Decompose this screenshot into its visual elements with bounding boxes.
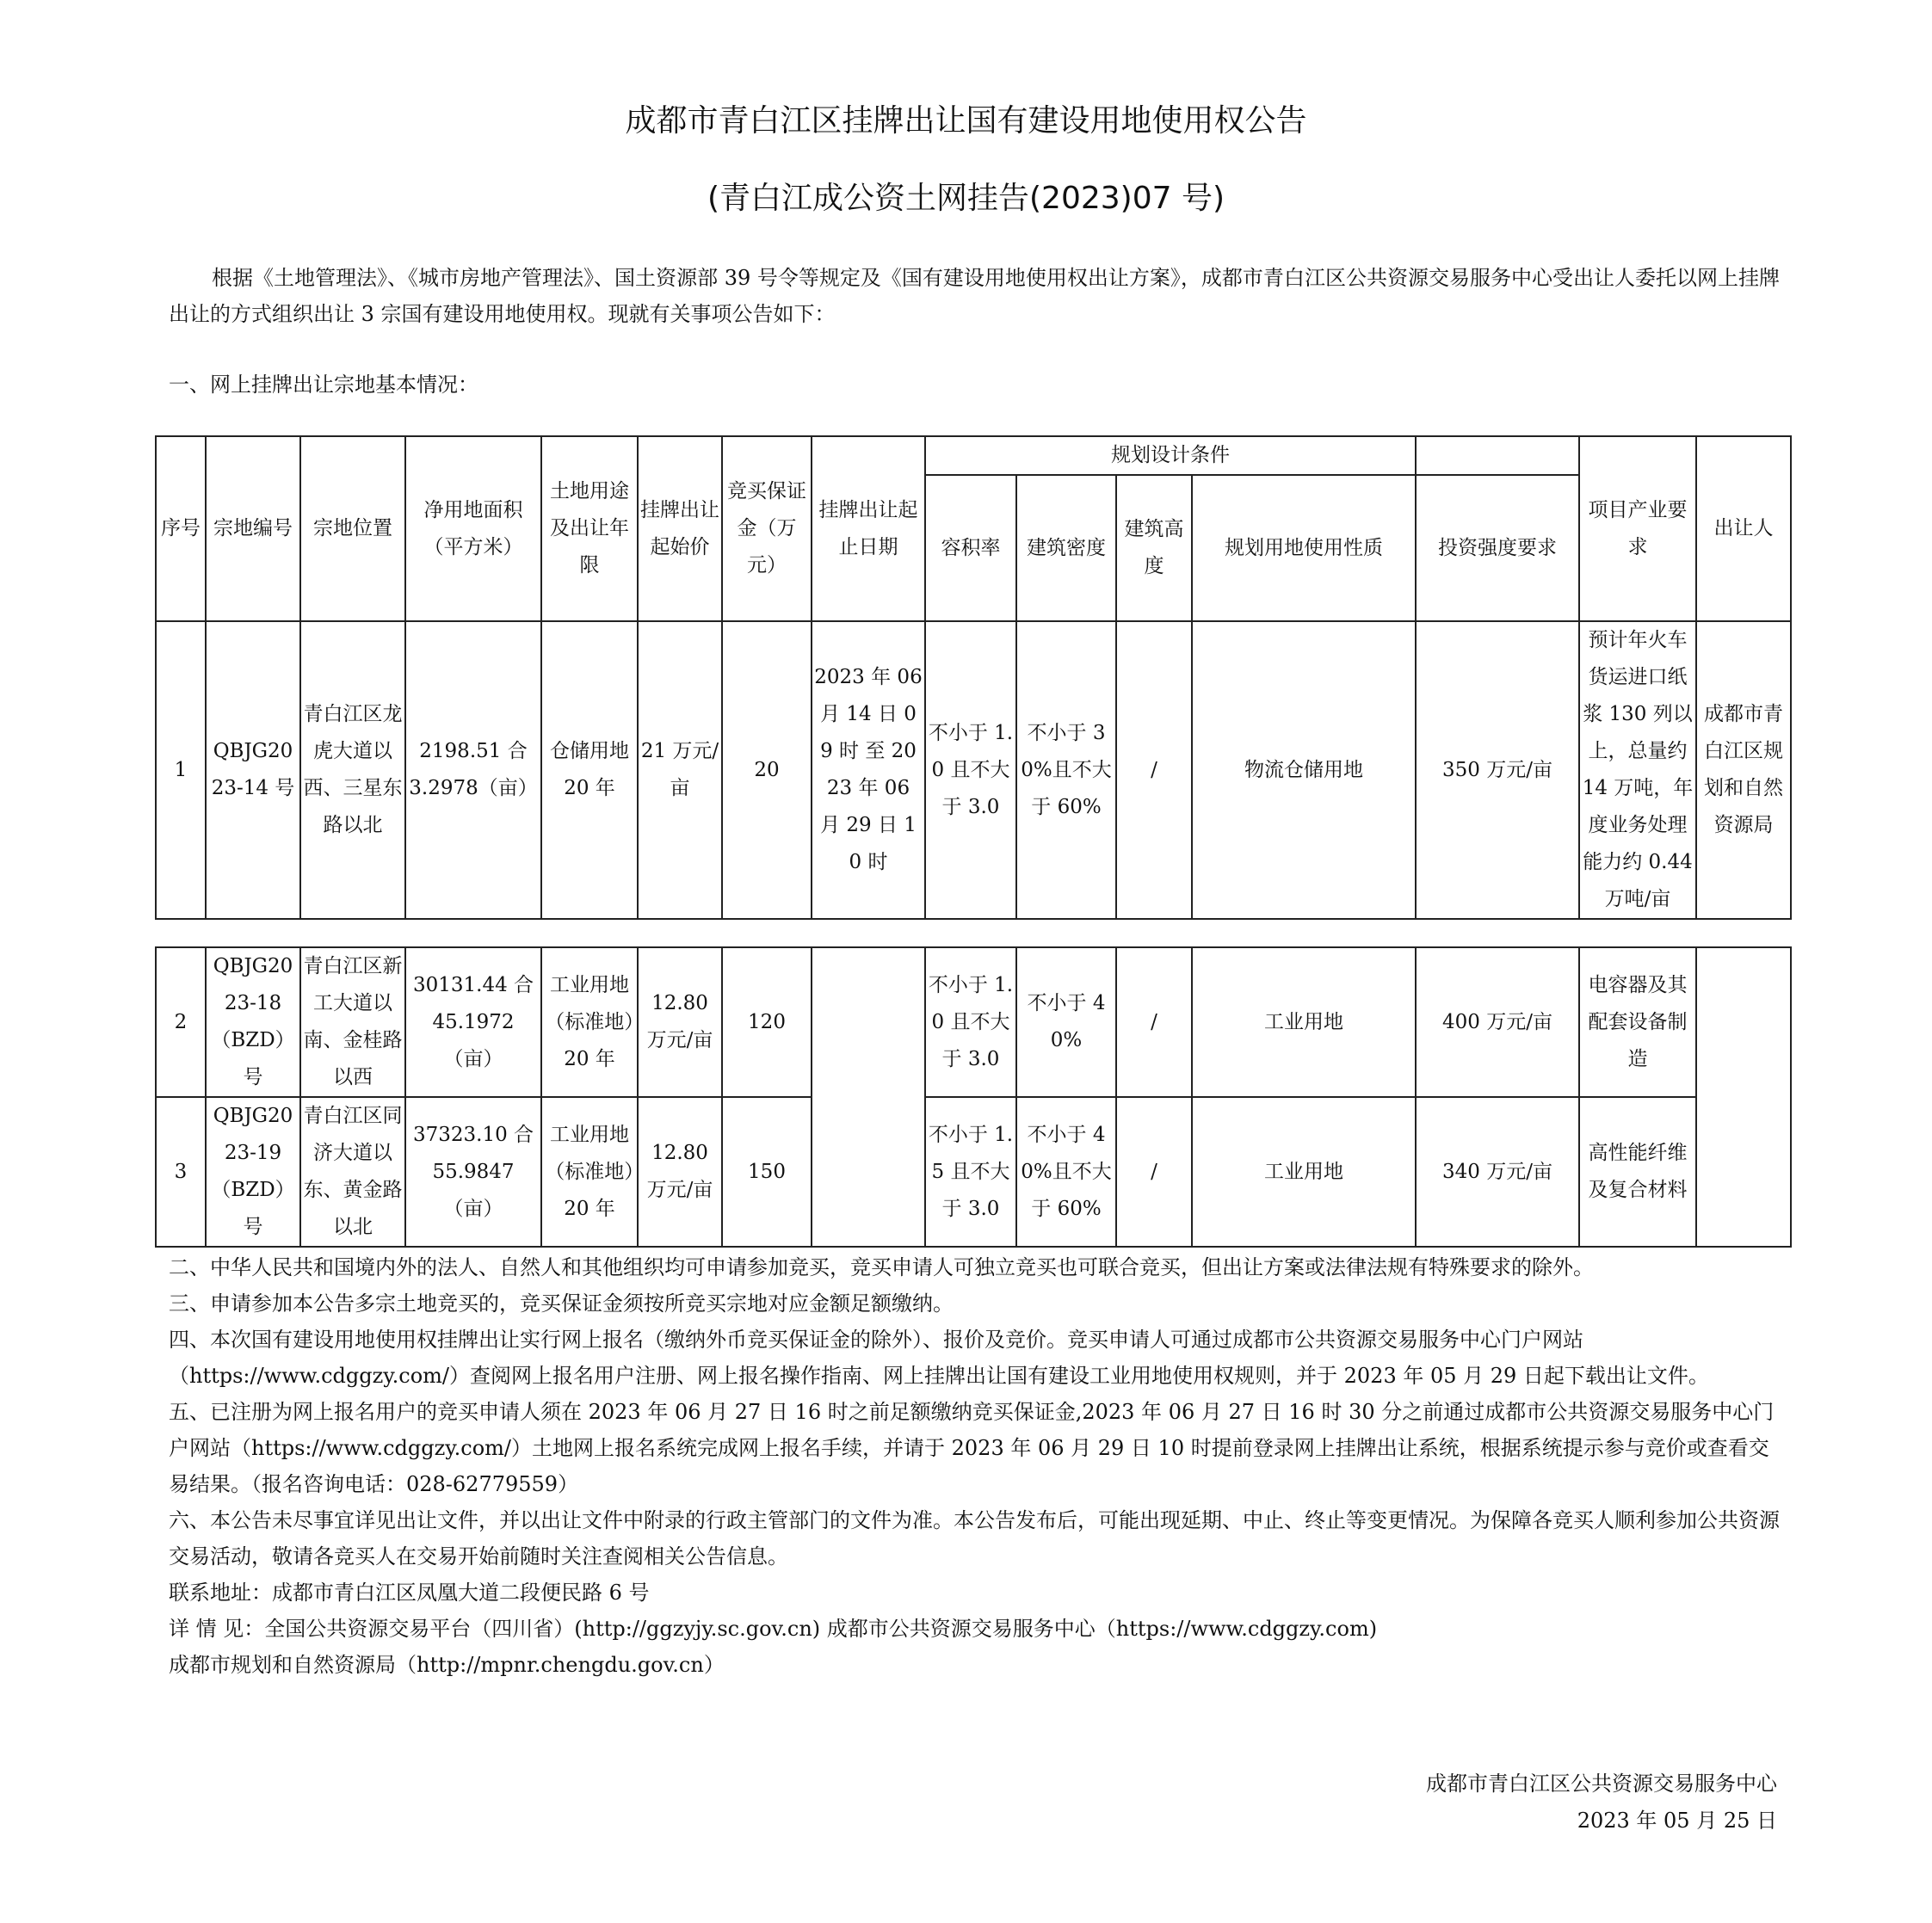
cell-area: 37323.10 合 55.9847（亩） — [405, 1097, 541, 1247]
cell-seq: 3 — [156, 1097, 206, 1247]
cell-seller-blank — [1696, 947, 1791, 1247]
cell-location: 青白江区新工大道以南、金桂路以西 — [300, 947, 405, 1097]
cell-industry: 电容器及其配套设备制造 — [1579, 947, 1696, 1097]
cell-far: 不小于 1.5 且不大于 3.0 — [925, 1097, 1016, 1247]
details-links: 详 情 见：全国公共资源交易平台（四川省）(http://ggzyjy.sc.gov.cn) 成都市公共资源交易服务中心（https://www.cdggzy.com) — [169, 1617, 1378, 1641]
cell-price: 12.80 万元/亩 — [638, 947, 722, 1097]
notes-section — [169, 1249, 1780, 1683]
cell-price: 12.80 万元/亩 — [638, 1097, 722, 1247]
header-location: 宗地位置 — [300, 436, 405, 621]
header-seller: 出让人 — [1696, 436, 1791, 621]
header-code: 宗地编号 — [206, 436, 300, 621]
cell-height: / — [1116, 1097, 1192, 1247]
note-item: 三、申请参加本公告多宗土地竞买的，竞买保证金须按所竞买宗地对应金额足额缴纳。 — [169, 1291, 954, 1316]
header-far: 容积率 — [925, 475, 1016, 621]
cell-use: 工业用地（标准地）20 年 — [541, 1097, 638, 1247]
cell-nature: 工业用地 — [1192, 1097, 1416, 1247]
contact-address: 联系地址：成都市青白江区凤凰大道二段便民路 6 号 — [169, 1581, 650, 1605]
header-industry: 项目产业要求 — [1579, 436, 1696, 621]
cell-density: 不小于 30%且不大于 60% — [1016, 621, 1116, 919]
cell-deposit: 150 — [722, 1097, 812, 1247]
cell-deposit: 120 — [722, 947, 812, 1097]
header-price: 挂牌出让起始价 — [638, 436, 722, 621]
cell-area: 2198.51 合 3.2978（亩） — [405, 621, 541, 919]
cell-industry: 预计年火车货运进口纸浆 130 列以上，总量约 14 万吨，年度业务处理能力约 0.44 万吨/亩 — [1579, 621, 1696, 919]
cell-density: 不小于 40% — [1016, 947, 1116, 1097]
header-nature: 规划用地使用性质 — [1192, 475, 1416, 621]
section-heading: 一、网上挂牌出让宗地基本情况： — [169, 373, 478, 397]
cell-code: QBJG2023-18（BZD）号 — [206, 947, 300, 1097]
cell-location: 青白江区同济大道以东、黄金路以北 — [300, 1097, 405, 1247]
cell-density: 不小于 40%且不大于 60% — [1016, 1097, 1116, 1247]
cell-invest: 350 万元/亩 — [1416, 621, 1579, 919]
cell-invest: 400 万元/亩 — [1416, 947, 1579, 1097]
cell-use: 工业用地（标准地）20 年 — [541, 947, 638, 1097]
cell-deposit: 20 — [722, 621, 812, 919]
cell-far: 不小于 1.0 且不大于 3.0 — [925, 621, 1016, 919]
cell-nature: 工业用地 — [1192, 947, 1416, 1097]
cell-far: 不小于 1.0 且不大于 3.0 — [925, 947, 1016, 1097]
cell-area: 30131.44 合 45.1972（亩） — [405, 947, 541, 1097]
note-item: 六、本公告未尽事宜详见出让文件，并以出让文件中附录的行政主管部门的文件为准。本公告发布后，可能出现延期、中止、终止等变更情况。为保障各竞买人顺利参加公共资源交易活动，敬请各竞买人在交易开始前随时关注查阅相关公告信息。 — [169, 1508, 1780, 1569]
cell-seller: 成都市青白江区规划和自然资源局 — [1696, 621, 1791, 919]
intro-text: 根据《土地管理法》、《城市房地产管理法》、国土资源部 39 号令等规定及《国有建设用地使用权出让方案》，成都市青白江区公共资源交易服务中心受出让人委托以网上挂牌出让的方式组织出让 3 宗国有建设用地使用权。现就有关事项公告如下： — [169, 266, 1780, 326]
parcel-table-1 — [155, 435, 1792, 920]
cell-location: 青白江区龙虎大道以西、三星东路以北 — [300, 621, 405, 919]
table-row — [156, 1097, 1791, 1247]
cell-code: QBJG2023-14 号 — [206, 621, 300, 919]
cell-height: / — [1116, 947, 1192, 1097]
header-area: 净用地面积（平方米） — [405, 436, 541, 621]
cell-seq: 2 — [156, 947, 206, 1097]
note-item: 四、本次国有建设用地使用权挂牌出让实行网上报名（缴纳外币竞买保证金的除外）、报价及竞价。竞买申请人可通过成都市公共资源交易服务中心门户网站（https://www.cdggzy.com/）查阅网上报名用户注册、网上报名操作指南、网上挂牌出让国有建设工业用地使用权规则，并于 2023 年 05 月 29 日起下载出让文件。 — [169, 1328, 1709, 1388]
details-links-2: 成都市规划和自然资源局（http://mpnr.chengdu.gov.cn） — [169, 1653, 725, 1677]
parcel-table-2 — [155, 946, 1792, 1248]
cell-height: / — [1116, 621, 1192, 919]
cell-code: QBJG2023-19（BZD）号 — [206, 1097, 300, 1247]
announcement-number: (青白江成公资土网挂告(2023)07 号) — [707, 181, 1225, 216]
header-seq: 序号 — [156, 436, 206, 621]
header-deposit: 竞买保证金（万元） — [722, 436, 812, 621]
table-row — [156, 621, 1791, 919]
header-height: 建筑高度 — [1116, 475, 1192, 621]
header-date: 挂牌出让起止日期 — [812, 436, 925, 621]
header-invest: 投资强度要求 — [1416, 475, 1579, 621]
cell-nature: 物流仓储用地 — [1192, 621, 1416, 919]
header-density: 建筑密度 — [1016, 475, 1116, 621]
note-item: 五、已注册为网上报名用户的竞买申请人须在 2023 年 06 月 27 日 16 时之前足额缴纳竞买保证金,2023 年 06 月 27 日 16 时 30 分之前通过成都市公共资源交易服务中心门户网站（https://www.cdggzy.com/）土地网上报名系统完成网上报名手续，并请于 2023 年 06 月 29 日 10 时提前登录网上挂牌出让系统，根据系统提示参与竞价或查看交易结果。（报名咨询电话：028-62779559） — [169, 1400, 1775, 1496]
cell-date-blank — [812, 947, 925, 1247]
note-item: 二、中华人民共和国境内外的法人、自然人和其他组织均可申请参加竞买，竞买申请人可独立竞买也可联合竞买，但出让方案或法律法规有特殊要求的除外。 — [169, 1255, 1594, 1279]
cell-date: 2023 年 06 月 14 日 09 时 至 2023 年 06 月 29 日 10 时 — [812, 621, 925, 919]
cell-use: 仓储用地 20 年 — [541, 621, 638, 919]
cell-seq: 1 — [156, 621, 206, 919]
signature-date: 2023 年 05 月 25 日 — [1577, 1809, 1777, 1833]
cell-industry: 高性能纤维及复合材料 — [1579, 1097, 1696, 1247]
table-row — [156, 947, 1791, 1097]
cell-price: 21 万元/亩 — [638, 621, 722, 919]
cell-invest: 340 万元/亩 — [1416, 1097, 1579, 1247]
signature-org: 成都市青白江区公共资源交易服务中心 — [1426, 1772, 1777, 1796]
page-title: 成都市青白江区挂牌出让国有建设用地使用权公告 — [625, 103, 1307, 139]
header-use: 土地用途及出让年限 — [541, 436, 638, 621]
header-invest-top — [1416, 436, 1579, 475]
intro-paragraph — [169, 260, 1780, 332]
header-planning-group: 规划设计条件 — [925, 436, 1416, 475]
